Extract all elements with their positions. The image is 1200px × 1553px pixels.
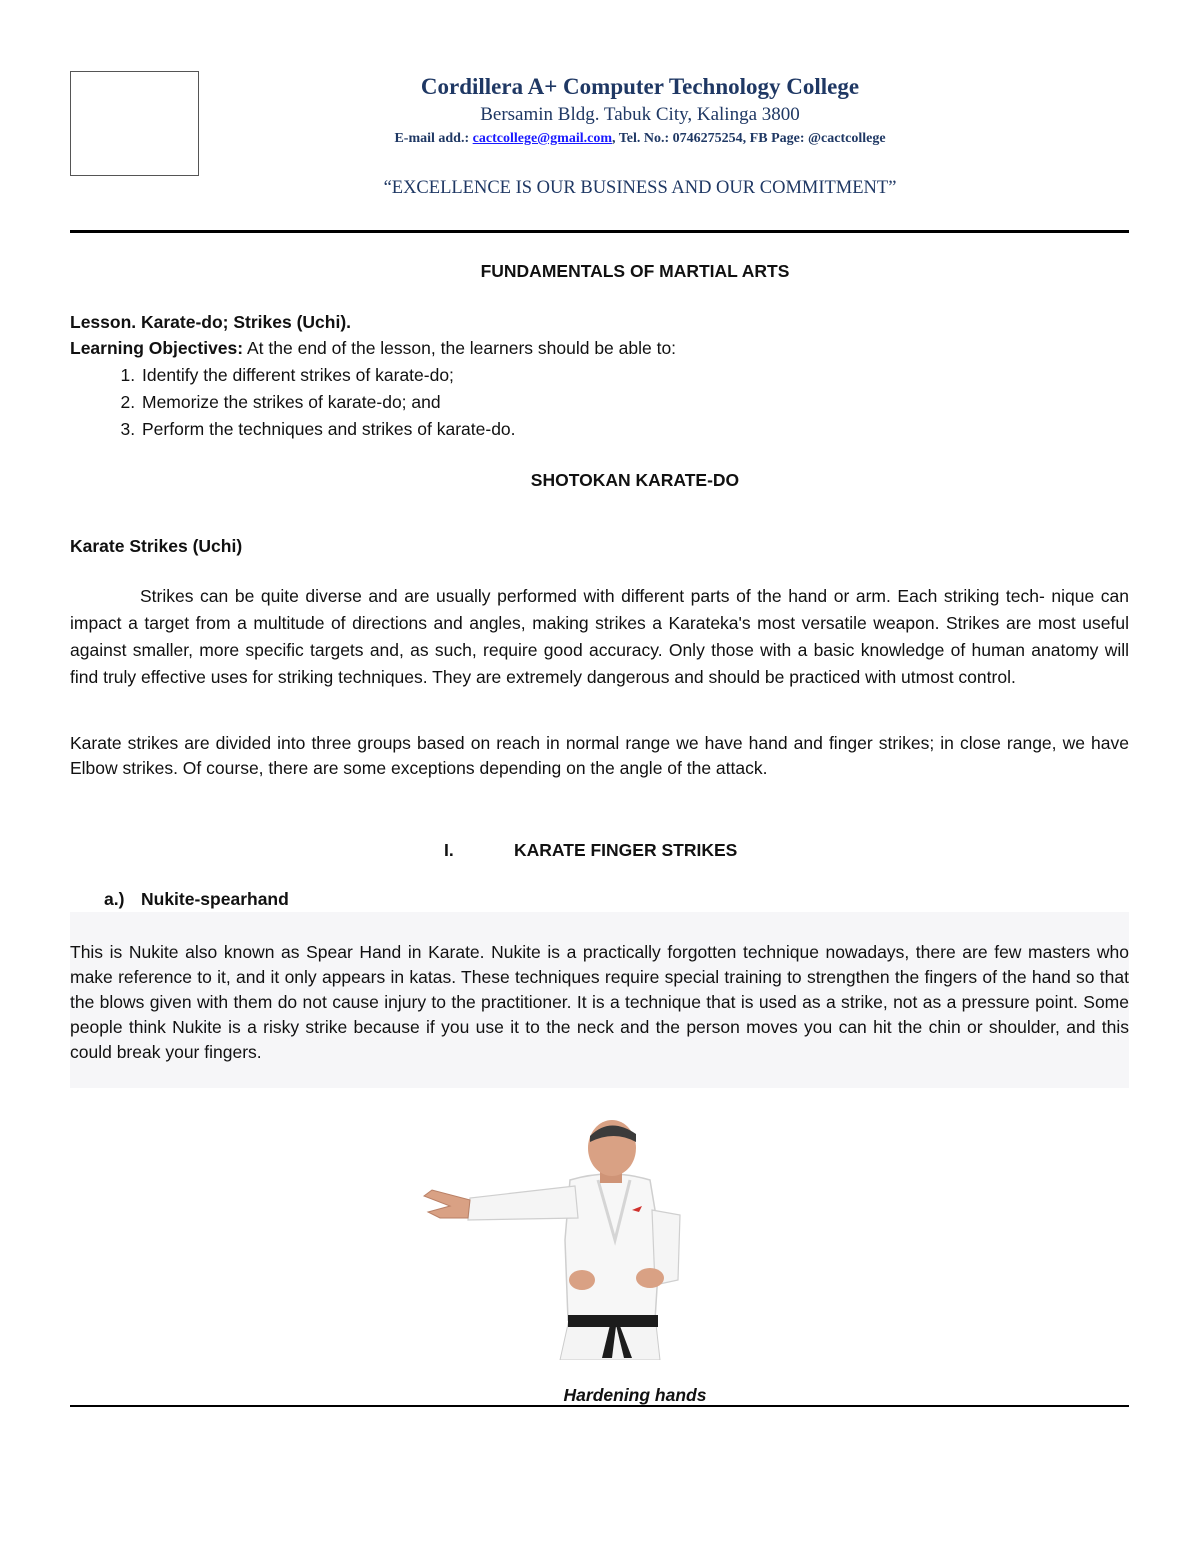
header-divider <box>70 230 1129 233</box>
document-title: FUNDAMENTALS OF MARTIAL ARTS <box>480 261 790 281</box>
objective-item: 2. Memorize the strikes of karate-do; and <box>140 389 516 416</box>
section-title: KARATE FINGER STRIKES <box>514 840 738 860</box>
contact-line <box>220 131 1060 147</box>
email-link[interactable]: cactcollege@gmail.com <box>472 131 612 146</box>
subsection-letter: a.) <box>104 889 125 909</box>
subheading: Karate Strikes (Uchi) <box>70 536 243 556</box>
footer-divider <box>70 1405 1129 1407</box>
karate-photo <box>410 1120 800 1360</box>
paragraph-strikes: Strikes can be quite diverse and are usually performed with different parts of the hand or arm. Each striking tech- nique can impact a target from a multitude of directions and angles, making strikes a Karateka's most versatile weapon. Strikes are most useful against smaller, more specific targets and, as such, require good accuracy. Only those with a basic knowledge of human anatomy will find truly effective uses for striking techniques. They are extremely dangerous and should be practiced with utmost control. <box>70 586 1129 687</box>
college-address: Bersamin Bldg. Tabuk City, Kalinga 3800 <box>480 104 800 125</box>
lesson-line: Lesson. Karate-do; Strikes (Uchi). <box>70 312 352 332</box>
objectives-list <box>70 362 516 443</box>
section-number: I. <box>444 840 454 860</box>
image-caption: Hardening hands <box>563 1385 707 1405</box>
objective-item: 1. Identify the different strikes of karate-do; <box>140 362 516 389</box>
college-name: Cordillera A+ Computer Technology College <box>420 74 860 99</box>
objectives-intro: At the end of the lesson, the learners should be able to: <box>243 338 677 358</box>
section-heading: SHOTOKAN KARATE-DO <box>530 470 740 490</box>
objectives-label: Learning Objectives: <box>70 338 244 358</box>
objectives-line <box>70 335 676 361</box>
motto: “EXCELLENCE IS OUR BUSINESS AND OUR COMMITMENT” <box>383 178 897 198</box>
subsection-title: Nukite-spearhand <box>141 889 289 909</box>
logo-placeholder <box>70 71 199 176</box>
objective-item: 3. Perform the techniques and strikes of karate-do. <box>140 416 516 443</box>
email-label: E-mail add.: <box>394 131 473 146</box>
paragraph-nukite: This is Nukite also known as Spear Hand in Karate. Nukite is a practically forgotten technique nowadays, there are few masters who make reference to it, and it only appears in katas. These techniques require special training to strengthen the fingers of the hand so that the blows given with them do not cause injury to the practitioner. It is a technique that is used as a strike, not as a pressure point. Some people think Nukite is a risky strike because if you use it to the neck and the person moves you can hit the chin or shoulder, and this could break your fingers. <box>70 942 1129 1062</box>
contact-rest: , Tel. No.: 0746275254, FB Page: @cactcollege <box>612 131 886 146</box>
paragraph-groups: Karate strikes are divided into three groups based on reach in normal range we have hand and finger strikes; in close range, we have Elbow strikes. Of course, there are some exceptions depending on the angle of the attack. <box>70 733 1129 778</box>
